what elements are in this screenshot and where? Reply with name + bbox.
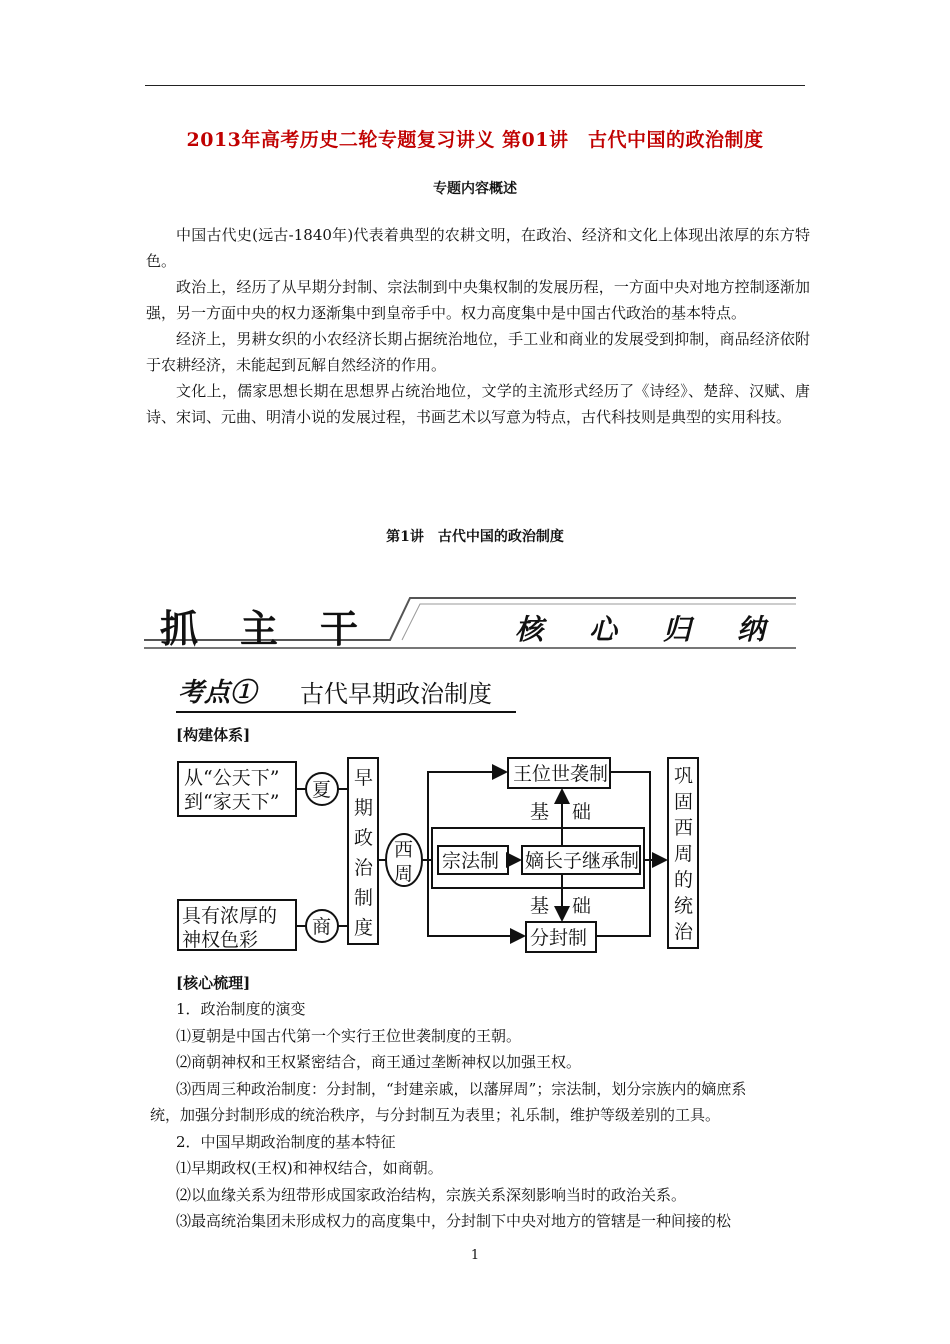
vchar: 期 (354, 797, 374, 819)
intro-paragraph: 中国古代史(远古-1840年)代表着典型的农耕文明，在政治、经济和文化上体现出浓厚的东方特色。 (146, 226, 810, 270)
text-shenquan: 神权色彩 (182, 929, 259, 951)
text-dizhang: 嫡长子继承制 (525, 850, 640, 872)
text-chu-bottom: 础 (572, 895, 592, 917)
rchar: 周 (674, 843, 694, 865)
core-line: ⑶最高统治集团未形成权力的高度集中，分封制下中央对地方的管辖是一种间接的松 (176, 1212, 732, 1230)
core-line: ⑴夏朝是中国古代第一个实行王位世袭制度的王朝。 (176, 1026, 522, 1045)
text-shang: 商 (312, 916, 332, 938)
kaodian-title: 古代早期政治制度 (300, 680, 492, 708)
rchar: 的 (674, 869, 694, 891)
rchar: 固 (674, 791, 694, 813)
core-line: ⑴早期政权(王权)和神权结合，如商朝。 (176, 1159, 443, 1177)
text-fenfeng: 分封制 (530, 927, 588, 949)
vchar: 早 (354, 767, 374, 789)
text-nonghou: 具有浓厚的 (182, 905, 278, 927)
page-number: 1 (470, 1248, 480, 1263)
top-rule (145, 85, 805, 86)
intro-paragraph: 经济上，男耕女织的小农经济长期占据统治地位，手工业和商业的发展受到抑制，商品经济依附于农耕经济，未能起到瓦解自然经济的作用。 (146, 330, 810, 374)
core-line: 2．中国早期政治制度的基本特征 (176, 1132, 396, 1151)
vchar: 制 (354, 887, 374, 909)
kaodian-mark: 考点① (178, 678, 257, 708)
vchar: 治 (354, 857, 374, 879)
section-subtitle: 专题内容概述 (433, 181, 517, 197)
text-chu-top: 础 (572, 801, 592, 823)
core-section (150, 996, 814, 1235)
text-ji-top: 基 (530, 801, 550, 823)
core-line: ⑶西周三种政治制度：分封制，“封建亲戚，以藩屏周”；宗法制，划分宗族内的嫡庶系 (176, 1079, 747, 1098)
banner-right-text: 核心归纳 (515, 613, 812, 646)
text-jia: 到“家天下” (184, 791, 280, 813)
rchar: 西 (674, 817, 694, 839)
intro-paragraph: 文化上，儒家思想长期在思想界占统治地位，文学的主流形式经历了《诗经》、楚辞、汉赋、唐诗、宋词、元曲、明清小说的发展过程，书画艺术以写意为特点，古代科技则是典型的实用科技。 (146, 382, 810, 426)
core-line: 统，加强分封制形成的统治秩序，与分封制互为表里；礼乐制，维护等级差别的工具。 (150, 1106, 721, 1124)
document-title: 2013年高考历史二轮专题复习讲义 第01讲 古代中国的政治制度 (186, 129, 764, 151)
core-label: [核心梳理] (176, 974, 251, 992)
banner-left-text: 抓主干 (160, 607, 401, 651)
kaodian-underline (176, 711, 516, 713)
core-line: ⑵以血缘关系为纽带形成国家政治结构，宗族关系深刻影响当时的政治关系。 (176, 1185, 687, 1204)
text-wangwei: 王位世袭制 (513, 763, 609, 785)
intro-paragraph: 政治上，经历了从早期分封制、宗法制到中央集权制的发展历程，一方面中央对地方控制逐渐加强，另一方面中央的权力逐渐集中到皇帝手中。权力高度集中是中国古代政治的基本特点。 (146, 278, 810, 322)
lecture-title: 第1讲 古代中国的政治制度 (386, 529, 564, 545)
rchar: 巩 (674, 765, 694, 787)
text-gong: 从“公天下” (184, 767, 280, 789)
rchar: 统 (674, 895, 694, 917)
core-line: 1．政治制度的演变 (176, 1000, 306, 1018)
text-zhou: 周 (394, 863, 414, 885)
construct-label: [构建体系] (176, 726, 251, 744)
text-ji-bottom: 基 (530, 895, 550, 917)
vchar: 政 (354, 827, 374, 849)
vchar: 度 (354, 917, 374, 939)
intro-section (146, 222, 810, 430)
structure-diagram (170, 750, 710, 960)
text-zongfa: 宗法制 (442, 850, 500, 872)
text-xi: 西 (394, 839, 414, 861)
rchar: 治 (674, 921, 694, 943)
core-line: ⑵商朝神权和王权紧密结合，商王通过垄断神权以加强王权。 (176, 1053, 582, 1071)
text-xia: 夏 (312, 779, 332, 801)
